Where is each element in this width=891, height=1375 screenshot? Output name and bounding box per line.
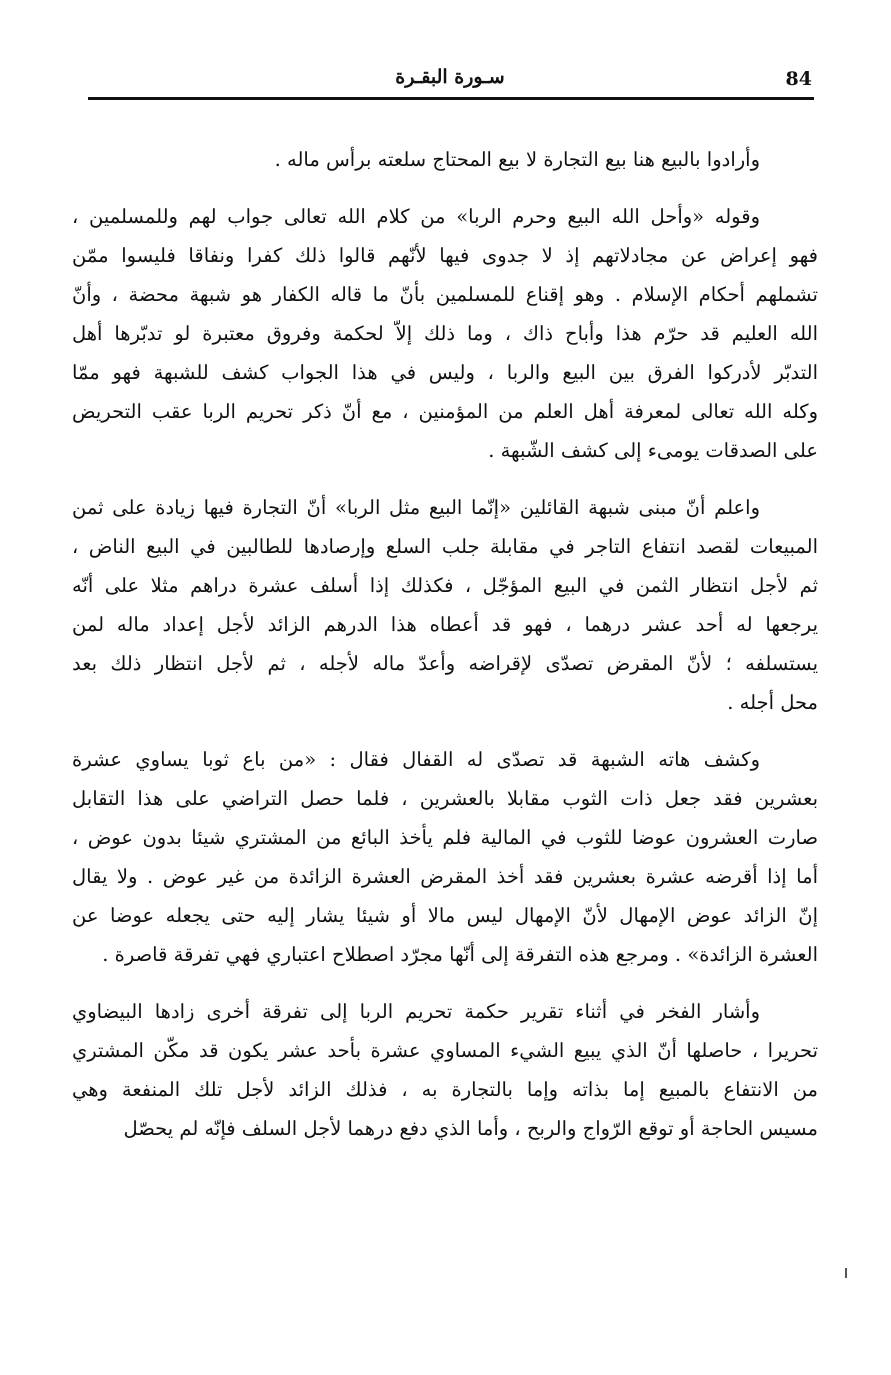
page-number: 84: [785, 68, 812, 90]
text-line: العشرة الزائدة» . ومرجع هذه التفرقة إلى أنّها مجرّد اصطلاح اعتباري فهي تفرقة قاصرة .: [102, 943, 818, 966]
paragraph: [72, 140, 818, 179]
text-line: الله العليم قد حرّم هذا وأباح ذاك ، وما ذلك إلاّ لحكمة وفروق معتبرة لو تدبّرها أهل: [72, 322, 818, 345]
page-header: [88, 62, 812, 96]
text-line: مسيس الحاجة أو توقع الرّواج والربح ، وأما الذي دفع درهما لأجل السلف فإنّه لم يحصّل: [123, 1117, 818, 1140]
text-line: يرجعها له أحد عشر درهما ، فهو قد أعطاه هذا الدرهم الزائد لأجل إعداد ماله لمن: [72, 613, 818, 636]
text-line: تحريرا ، حاصلها أنّ الذي يبيع الشيء المساوي عشرة بأحد عشر يكون قد مكّن المشتري: [72, 1039, 818, 1062]
text-line: فهو إعراض عن مجادلاتهم إذ لا جدوى فيها لأنّهم قالوا ذلك كفرا ونفاقا فليسوا ممّن: [72, 244, 818, 267]
margin-mark: [845, 1268, 847, 1278]
paragraph: [72, 992, 818, 1148]
header-rule: [88, 97, 814, 100]
text-line: تشملهم أحكام الإسلام . وهو إقناع للمسلمين بأنّ ما قاله الكفار هو شبهة محضة ، وأنّ: [72, 283, 818, 306]
text-line: واعلم أنّ مبنى شبهة القائلين «إنّما البيع مثل الربا» أنّ التجارة فيها زيادة على ثمن: [72, 496, 760, 519]
text-line: محل أجله .: [727, 691, 818, 714]
text-line: صارت العشرون عوضا للثوب في المالية فلم يأخذ البائع من المشتري شيئا بدون عوض ،: [72, 826, 818, 849]
text-line: وأرادوا بالبيع هنا بيع التجارة لا بيع المحتاج سلعته برأس ماله .: [274, 148, 760, 171]
running-title: سـورة البقـرة: [395, 66, 505, 88]
text-line: المبيعات لقصد انتفاع التاجر في مقابلة جلب السلع وإرصادها للطالبين في البيع الناض ،: [72, 535, 818, 558]
text-line: على الصدقات يومىء إلى كشف الشّبهة .: [488, 439, 818, 462]
text-line: وقوله «وأحل الله البيع وحرم الربا» من كلام الله تعالى جواب لهم وللمسلمين ،: [72, 205, 760, 228]
text-line: أما إذا أقرضه عشرة بعشرين فقد أخذ المقرض العشرة الزائدة من غير عوض . ولا يقال: [72, 865, 818, 888]
text-line: بعشرين فقد جعل ذات الثوب مقابلا بالعشرين ، فلما حصل التراضي على هذا التقابل: [72, 787, 818, 810]
paragraph: [72, 197, 818, 470]
text-line: التدبّر لأدركوا الفرق بين البيع والربا ، وليس في هذا الجواب كشف للشبهة فهو ممّا: [72, 361, 818, 384]
text-line: من الانتفاع بالمبيع إما بذاته وإما بالتجارة به ، فذلك الزائد لأجل تلك المنفعة وهي: [72, 1078, 818, 1101]
text-line: إنّ الزائد عوض الإمهال لأنّ الإمهال ليس مالا أو شيئا يشار إليه حتى يجعله عوضا عن: [72, 904, 818, 927]
paragraph: [72, 488, 818, 722]
text-line: وأشار الفخر في أثناء تقرير حكمة تحريم الربا إلى تفرقة أخرى زادها البيضاوي: [72, 1000, 760, 1023]
text-line: يستسلفه ؛ لأنّ المقرض تصدّى لإقراضه وأعدّ ماله لأجله ، ثم لأجل انتظار ذلك بعد: [72, 652, 818, 675]
paragraph: [72, 740, 818, 974]
text-line: ثم لأجل انتظار الثمن في البيع المؤجّل ، فكذلك إذا أسلف عشرة دراهم مثلا على أنّه: [72, 574, 818, 597]
text-line: وكشف هاته الشبهة قد تصدّى له القفال فقال : «من باع ثوبا يساوي عشرة: [72, 748, 760, 771]
page-body: [72, 140, 818, 1166]
text-line: وكله الله تعالى لمعرفة أهل العلم من المؤمنين ، مع أنّ ذكر تحريم الربا عقب التحريض: [72, 400, 818, 423]
